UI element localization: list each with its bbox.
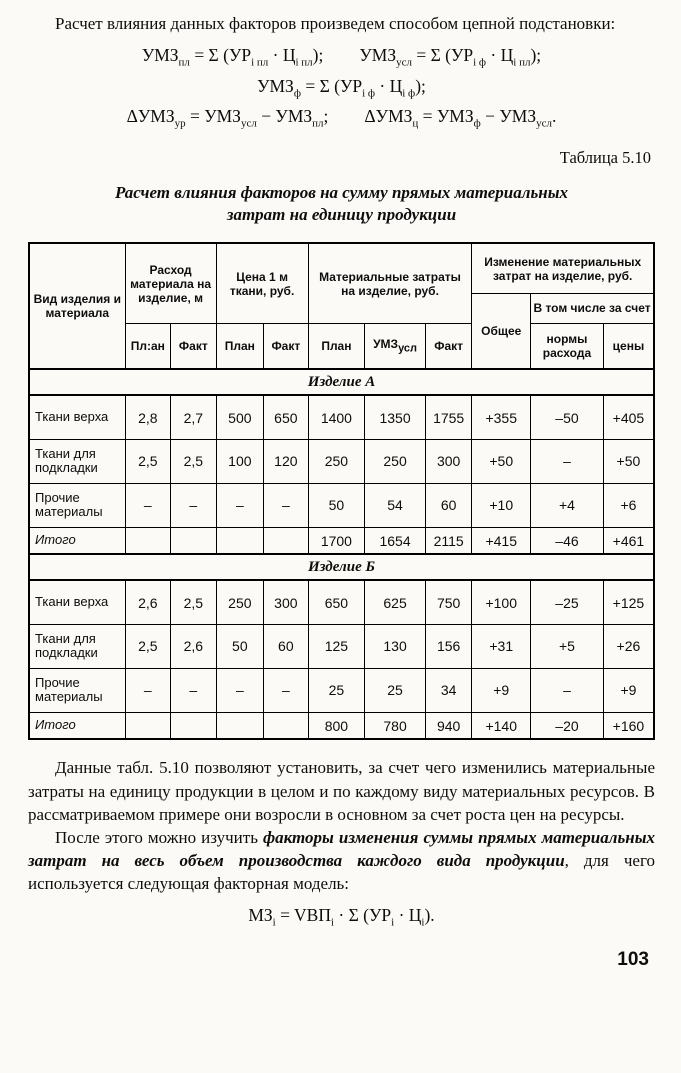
formula-line-3: [28, 106, 655, 130]
formula-text: − УМЗ: [256, 106, 313, 127]
cell: 2,8: [125, 395, 171, 439]
cell: +50: [472, 439, 531, 483]
formula-text: − УМЗ: [480, 106, 537, 127]
formula-text: · Ц: [394, 905, 422, 926]
formula-mz: [248, 905, 434, 929]
formula-line-2: [28, 76, 655, 100]
cell: –50: [531, 395, 604, 439]
header-price-group: Цена 1 м ткани, руб.: [216, 243, 308, 323]
formula-subscript: пл: [312, 117, 324, 130]
cell: +140: [472, 712, 531, 739]
total-row: [29, 712, 654, 739]
formula-subscript: i: [421, 916, 425, 929]
cell: 50: [308, 483, 365, 527]
cell: 300: [425, 439, 472, 483]
cell: +160: [603, 712, 654, 739]
cell: 250: [365, 439, 426, 483]
formula-subscript: i: [391, 916, 395, 929]
formula-subscript: ур: [174, 117, 186, 130]
formula-umz-usl: [359, 45, 541, 69]
cell: +4: [531, 483, 604, 527]
header-change-group: Изменение материальных затрат на изделие, руб.: [472, 243, 654, 293]
header-product-type: Вид изделия и материала: [29, 243, 125, 369]
formula-text: · Σ (УР: [334, 905, 392, 926]
cell: +5: [531, 624, 604, 668]
cell: 60: [425, 483, 472, 527]
cell: +355: [472, 395, 531, 439]
cell: 54: [365, 483, 426, 527]
formula-umz-plan: [142, 45, 324, 69]
cell: 800: [308, 712, 365, 739]
cell: +9: [472, 668, 531, 712]
cell: 2,6: [171, 624, 217, 668]
cell: [125, 712, 171, 739]
emphasized-text: факторы изменения суммы прямых материальных затрат на весь объем производства каждого вида продукции: [28, 827, 655, 870]
formula-line-1: [28, 45, 655, 69]
page-number: 103: [617, 948, 649, 970]
formula-subscript: усл: [240, 117, 257, 130]
cell: 125: [308, 624, 365, 668]
formula-subscript: усл: [536, 117, 552, 130]
cell: –: [216, 483, 264, 527]
row-label: Прочие материалы: [29, 668, 125, 712]
table-row: [29, 439, 654, 483]
formula-subscript: пл: [178, 56, 190, 69]
cell: –: [264, 668, 309, 712]
formula-subscript: i пл: [251, 56, 269, 69]
formula-subscript: i пл: [295, 56, 313, 69]
cell: 650: [308, 580, 365, 624]
total-row: [29, 527, 654, 554]
row-label: Ткани для подкладки: [29, 624, 125, 668]
cell: 25: [308, 668, 365, 712]
cell: 130: [365, 624, 426, 668]
cell: 1654: [365, 527, 426, 554]
cell: [171, 712, 217, 739]
cell: 1400: [308, 395, 365, 439]
header-including: В том числе за счет: [531, 293, 654, 323]
cell: 750: [425, 580, 472, 624]
formula-text: );: [530, 45, 542, 66]
cell: –: [531, 668, 604, 712]
table-row: [29, 668, 654, 712]
table-caption-label: Таблица 5.10: [559, 147, 651, 167]
formula-subscript: i пл: [513, 56, 531, 69]
formula-subscript: ф: [293, 87, 301, 100]
row-label: Прочие материалы: [29, 483, 125, 527]
table-row: [29, 395, 654, 439]
formula-text: УМЗ: [141, 45, 179, 66]
formula-subscript: i: [330, 916, 335, 929]
cell: –20: [531, 712, 604, 739]
formula-subscript: усл: [396, 56, 412, 69]
cell: 2,5: [125, 624, 171, 668]
formula-text: = УМЗ: [418, 106, 474, 127]
row-label: Итого: [29, 712, 125, 739]
cell: 2,5: [171, 580, 217, 624]
section-header-a: [29, 369, 654, 395]
row-label: Итого: [29, 527, 125, 554]
cell: –: [216, 668, 264, 712]
cell: 500: [216, 395, 264, 439]
row-label: Ткани для подкладки: [29, 439, 125, 483]
cell: –: [264, 483, 309, 527]
cell: +6: [603, 483, 654, 527]
formula-text: ΔУМЗ: [364, 106, 413, 127]
formula-subscript: ц: [412, 117, 419, 130]
header-total: Общее: [472, 293, 531, 369]
cell: 156: [425, 624, 472, 668]
formula-subscript: усл: [398, 342, 418, 355]
cell: +31: [472, 624, 531, 668]
cell: 34: [425, 668, 472, 712]
section-header-b: [29, 554, 654, 580]
materials-table: [28, 242, 655, 740]
formula-text: УМЗ: [359, 45, 397, 66]
formula-text: ;: [323, 106, 329, 127]
cell: +26: [603, 624, 654, 668]
cell: 1700: [308, 527, 365, 554]
formula-text: = УМЗ: [185, 106, 241, 127]
cell: –: [531, 439, 604, 483]
formula-text: МЗ: [248, 905, 273, 926]
formula-subscript: ф: [473, 117, 481, 130]
cell: 2,7: [171, 395, 217, 439]
table-row: [29, 580, 654, 624]
analysis-paragraph: Данные табл. 5.10 позволяют установить, за счет чего изменились материальные затраты на единицу продукции в целом и по каждому виду материальных ресурсов. В рассматриваемом примере они возросли в основном за счет роста цен на ресурсы.: [28, 758, 655, 824]
table-title: Расчет влияния факторов на сумму прямых материальных затрат на единицу продукции: [115, 182, 568, 225]
cell: –46: [531, 527, 604, 554]
formula-subscript: i ф: [362, 87, 376, 100]
cell: –: [171, 668, 217, 712]
formula-text: ).: [424, 905, 435, 926]
cell: 2,5: [171, 439, 217, 483]
table-row: [29, 483, 654, 527]
formula-text: ΔУМЗ: [126, 106, 175, 127]
cell: +461: [603, 527, 654, 554]
cell: –: [171, 483, 217, 527]
header-consumption-group: Расход материала на изделие, м: [125, 243, 216, 323]
cell: 1350: [365, 395, 426, 439]
cell: [171, 527, 217, 554]
cell: –25: [531, 580, 604, 624]
cell: +125: [603, 580, 654, 624]
cell: +415: [472, 527, 531, 554]
cell: 60: [264, 624, 309, 668]
cell: 300: [264, 580, 309, 624]
formula-subscript: i: [272, 916, 276, 929]
cell: 625: [365, 580, 426, 624]
section-title: Изделие А: [29, 369, 654, 395]
cell: 25: [365, 668, 426, 712]
paragraph-text: После этого можно изучить: [55, 827, 263, 847]
cell: 1755: [425, 395, 472, 439]
header-plan-consumption: Пл:ан: [125, 323, 171, 369]
cell: [125, 527, 171, 554]
formula-text: = VВП: [275, 905, 331, 926]
factor-model-formula: [28, 905, 655, 929]
cell: –: [125, 668, 171, 712]
cell: 2,5: [125, 439, 171, 483]
cell: 120: [264, 439, 309, 483]
cell: 2,6: [125, 580, 171, 624]
formula-text: · Ц: [268, 45, 296, 66]
cell: –: [125, 483, 171, 527]
conclusion-paragraph: [28, 826, 655, 895]
header-norm-change: нормы расхода: [531, 323, 604, 369]
header-price-change: цены: [603, 323, 654, 369]
formula-text: · Ц: [375, 75, 403, 96]
cell: 250: [216, 580, 264, 624]
formula-text: УМЗ: [373, 337, 399, 352]
formula-block: [28, 45, 655, 130]
cell: +100: [472, 580, 531, 624]
cell: 650: [264, 395, 309, 439]
table-row: [29, 624, 654, 668]
header-plan-costs: План: [308, 323, 365, 369]
formula-text: );: [415, 75, 426, 96]
cell: +405: [603, 395, 654, 439]
cell: [216, 712, 264, 739]
header-fact-price: Факт: [264, 323, 309, 369]
formula-text: УМЗ: [257, 75, 294, 96]
formula-text: = Σ (УР: [411, 45, 474, 66]
table-header-groups-row: [29, 243, 654, 293]
cell: 100: [216, 439, 264, 483]
cell: [264, 712, 309, 739]
cell: [264, 527, 309, 554]
header-umz-usl: [365, 323, 426, 369]
formula-umz-fact: [257, 76, 426, 100]
cell: 2115: [425, 527, 472, 554]
cell: 940: [425, 712, 472, 739]
row-label: Ткани верха: [29, 580, 125, 624]
cell: [216, 527, 264, 554]
formula-subscript: i ф: [473, 56, 487, 69]
cell: +10: [472, 483, 531, 527]
formula-text: = Σ (УР: [300, 75, 363, 96]
cell: 50: [216, 624, 264, 668]
section-title: Изделие Б: [29, 554, 654, 580]
paragraph-text: , для чего используется следующая факторная модель:: [28, 850, 655, 894]
header-fact-consumption: Факт: [171, 323, 217, 369]
header-fact-costs: Факт: [425, 323, 472, 369]
formula-text: = Σ (УР: [189, 45, 252, 66]
cell: 250: [308, 439, 365, 483]
formula-text: · Ц: [486, 45, 514, 66]
formula-subscript: i ф: [402, 87, 416, 100]
cell: +9: [603, 668, 654, 712]
formula-text: );: [312, 45, 324, 66]
intro-paragraph: Расчет влияния данных факторов произведем способом цепной подстановки:: [55, 14, 616, 33]
row-label: Ткани верха: [29, 395, 125, 439]
formula-text: .: [552, 106, 557, 127]
cell: +50: [603, 439, 654, 483]
formula-delta-ur: [127, 106, 329, 130]
header-costs-group: Материальные затраты на изделие, руб.: [308, 243, 472, 323]
header-plan-price: План: [216, 323, 264, 369]
cell: 780: [365, 712, 426, 739]
formula-delta-ts: [364, 106, 556, 130]
